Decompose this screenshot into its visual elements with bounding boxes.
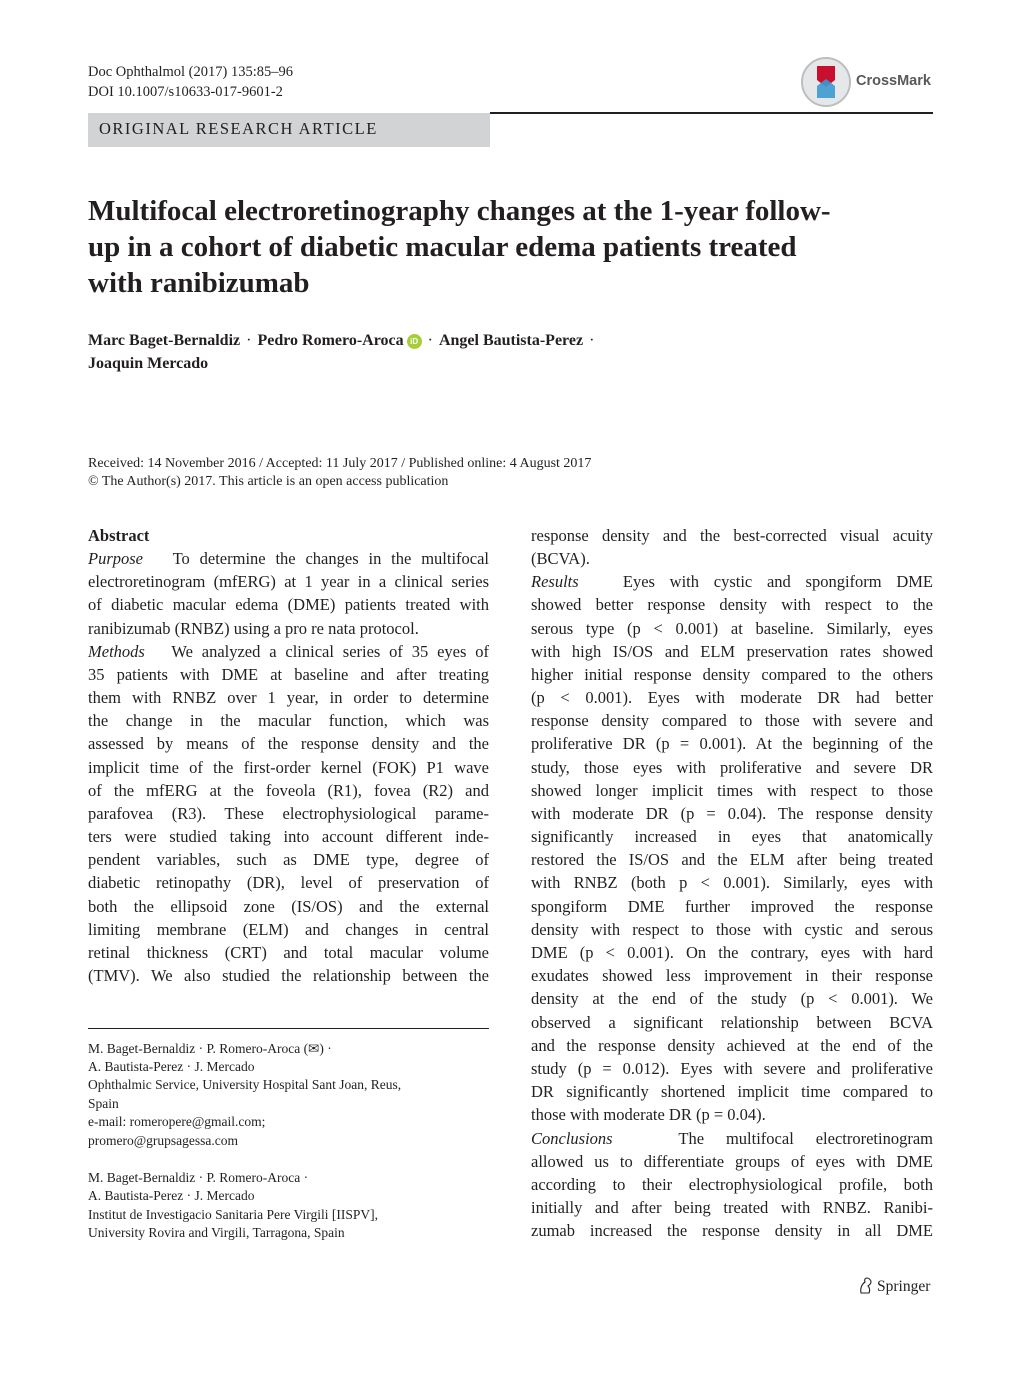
title-line: Multifocal electroretinography changes at the 1-year follow- xyxy=(88,195,831,227)
abstract-line: electroretinogram (mfERG) at 1 year in a clinical series xyxy=(88,572,489,591)
abstract-line: both the ellipsoid zone (IS/OS) and the external xyxy=(88,897,489,916)
abstract-line: ters were studied taking into account different inde- xyxy=(88,827,489,846)
abstract-line: parafovea (R3). These electrophysiological parame- xyxy=(88,804,489,823)
abstract-line: with high IS/OS and ELM preservation rates showed xyxy=(531,642,933,661)
abstract-line: them with RNBZ over 1 year, in order to determine xyxy=(88,688,489,707)
abstract-line: ranibizumab (RNBZ) using a pro re nata protocol. xyxy=(88,619,419,638)
abstract-line: of diabetic macular edema (DME) patients treated with xyxy=(88,595,489,614)
purpose-label: Purpose xyxy=(88,549,143,568)
author-separator: · xyxy=(427,332,433,349)
abstract-line: density at the end of the study (p < 0.001). We xyxy=(531,989,933,1008)
abstract-line: study, those eyes with proliferative and severe DR xyxy=(531,758,933,777)
title-line: up in a cohort of diabetic macular edema patients treated xyxy=(88,231,797,263)
springer-horse-icon xyxy=(858,1277,873,1294)
abstract-line: (p < 0.001). Eyes with moderate DR had better xyxy=(531,688,933,707)
author-separator: · xyxy=(589,332,595,349)
affiliation-line: A. Bautista-Perez · J. Mercado xyxy=(88,1188,255,1203)
abstract-line: of the mfERG at the foveola (R1), fovea (R2) and xyxy=(88,781,489,800)
title-line: with ranibizumab xyxy=(88,267,310,299)
abstract-line: Methods We analyzed a clinical series of 35 eyes of xyxy=(88,642,489,661)
abstract-heading: Abstract xyxy=(88,526,150,545)
affiliation-line: University Rovira and Virgili, Tarragona, Spain xyxy=(88,1225,345,1240)
header-rule xyxy=(490,112,933,114)
affiliation-line: A. Bautista-Perez · J. Mercado xyxy=(88,1059,255,1074)
publisher-logo xyxy=(858,1277,930,1296)
affiliation-line: Ophthalmic Service, University Hospital Sant Joan, Reus, xyxy=(88,1077,402,1092)
author-name[interactable]: Joaquin Mercado xyxy=(88,355,209,372)
section-banner xyxy=(88,113,490,147)
abstract-line: proliferative DR (p = 0.001). At the beginning of the xyxy=(531,734,933,753)
author-name[interactable]: Pedro Romero-Aroca xyxy=(257,332,404,349)
results-label: Results xyxy=(531,572,579,591)
journal-citation: Doc Ophthalmol (2017) 135:85–96 xyxy=(88,64,293,80)
abstract-line: limiting membrane (ELM) and changes in central xyxy=(88,920,489,939)
abstract-line: diabetic retinopathy (DR), level of preservation of xyxy=(88,873,489,892)
abstract-line: significantly increased in eyes that anatomically xyxy=(531,827,933,846)
copyright-line: © The Author(s) 2017. This article is an open access publication xyxy=(88,474,449,489)
affiliation-line: Spain xyxy=(88,1096,119,1111)
abstract-line: implicit time of the first-order kernel (FOK) P1 wave xyxy=(88,758,489,777)
doi[interactable]: DOI 10.1007/s10633-017-9601-2 xyxy=(88,84,283,100)
abstract-line: restored the IS/OS and the ELM after being treated xyxy=(531,850,933,869)
abstract-line: response density compared to those with severe and xyxy=(531,711,933,730)
abstract-line: (TMV). We also studied the relationship between the xyxy=(88,966,489,985)
abstract-line: density with respect to those with cystic and serous xyxy=(531,920,933,939)
abstract-line: showed better response density with respect to the xyxy=(531,595,933,614)
author-list xyxy=(88,354,208,374)
abstract-line: with RNBZ (both p < 0.001). Similarly, eyes with xyxy=(531,873,933,892)
publisher-name: Springer xyxy=(877,1278,931,1295)
abstract-line: Conclusions The multifocal electroretinogram xyxy=(531,1129,933,1148)
methods-label: Methods xyxy=(88,642,145,661)
footnote-rule xyxy=(88,1028,489,1029)
abstract-line: observed a significant relationship between BCVA xyxy=(531,1013,933,1032)
abstract-line: spongiform DME further improved the response xyxy=(531,897,933,916)
author-name[interactable]: Angel Bautista-Perez xyxy=(438,332,584,349)
author-name[interactable]: Marc Baget-Bernaldiz xyxy=(88,332,241,349)
abstract-line: response density and the best-corrected visual acuity xyxy=(531,526,933,545)
author-separator: · xyxy=(246,332,252,349)
abstract-line: showed longer implicit times with respect to those xyxy=(531,781,933,800)
article-dates: Received: 14 November 2016 / Accepted: 11 July 2017 / Published online: 4 August 2017 xyxy=(88,456,592,471)
abstract-line: 35 patients with DME at baseline and after treating xyxy=(88,665,489,684)
abstract-line: (BCVA). xyxy=(531,549,590,568)
affiliation-line: M. Baget-Bernaldiz · P. Romero-Aroca · xyxy=(88,1170,309,1185)
orcid-icon[interactable]: iD xyxy=(407,334,422,349)
abstract-line: those with moderate DR (p = 0.04). xyxy=(531,1105,766,1124)
abstract-line: with moderate DR (p = 0.04). The response density xyxy=(531,804,933,823)
affiliation-line: M. Baget-Bernaldiz · P. Romero-Aroca (✉) · xyxy=(88,1041,332,1056)
email-link[interactable]: e-mail: romeropere@gmail.com; xyxy=(88,1114,266,1129)
abstract-line: higher initial response density compared to the others xyxy=(531,665,933,684)
abstract-line: the change in the macular function, which was xyxy=(88,711,489,730)
abstract-line: zumab increased the response density in all DME xyxy=(531,1221,933,1240)
crossmark-badge[interactable] xyxy=(800,56,936,108)
abstract-line: serous type (p < 0.001) at baseline. Similarly, eyes xyxy=(531,619,933,638)
affiliation-line: Institut de Investigacio Sanitaria Pere Virgili [IISPV], xyxy=(88,1207,379,1222)
abstract-line: Results Eyes with cystic and spongiform DME xyxy=(531,572,933,591)
abstract-line: DME (p < 0.001). On the contrary, eyes with hard xyxy=(531,943,933,962)
abstract-line: Purpose To determine the changes in the multifocal xyxy=(88,549,490,568)
conclusions-label: Conclusions xyxy=(531,1129,613,1148)
abstract-line: assessed by means of the response density and the xyxy=(88,734,489,753)
abstract-line: initially and after being treated with RNBZ. Ranibi- xyxy=(531,1198,933,1217)
abstract-line: study (p = 0.012). Eyes with severe and proliferative xyxy=(531,1059,933,1078)
abstract-line: exudates showed less improvement in their response xyxy=(531,966,933,985)
email-link[interactable]: promero@grupsagessa.com xyxy=(88,1133,239,1148)
abstract-line: and the response density achieved at the end of the xyxy=(531,1036,933,1055)
author-list xyxy=(88,331,600,351)
abstract-line: according to their electrophysiological profile, both xyxy=(531,1175,933,1194)
crossmark-label: CrossMark xyxy=(856,73,931,89)
abstract-line: retinal thickness (CRT) and total macular volume xyxy=(88,943,489,962)
abstract-line: allowed us to differentiate groups of eyes with DME xyxy=(531,1152,933,1171)
abstract-line: DR significantly shortened implicit time compared to xyxy=(531,1082,933,1101)
abstract-line: pendent variables, such as DME type, degree of xyxy=(88,850,489,869)
crossmark-icon xyxy=(800,56,852,108)
section-label: ORIGINAL RESEARCH ARTICLE xyxy=(99,119,378,138)
